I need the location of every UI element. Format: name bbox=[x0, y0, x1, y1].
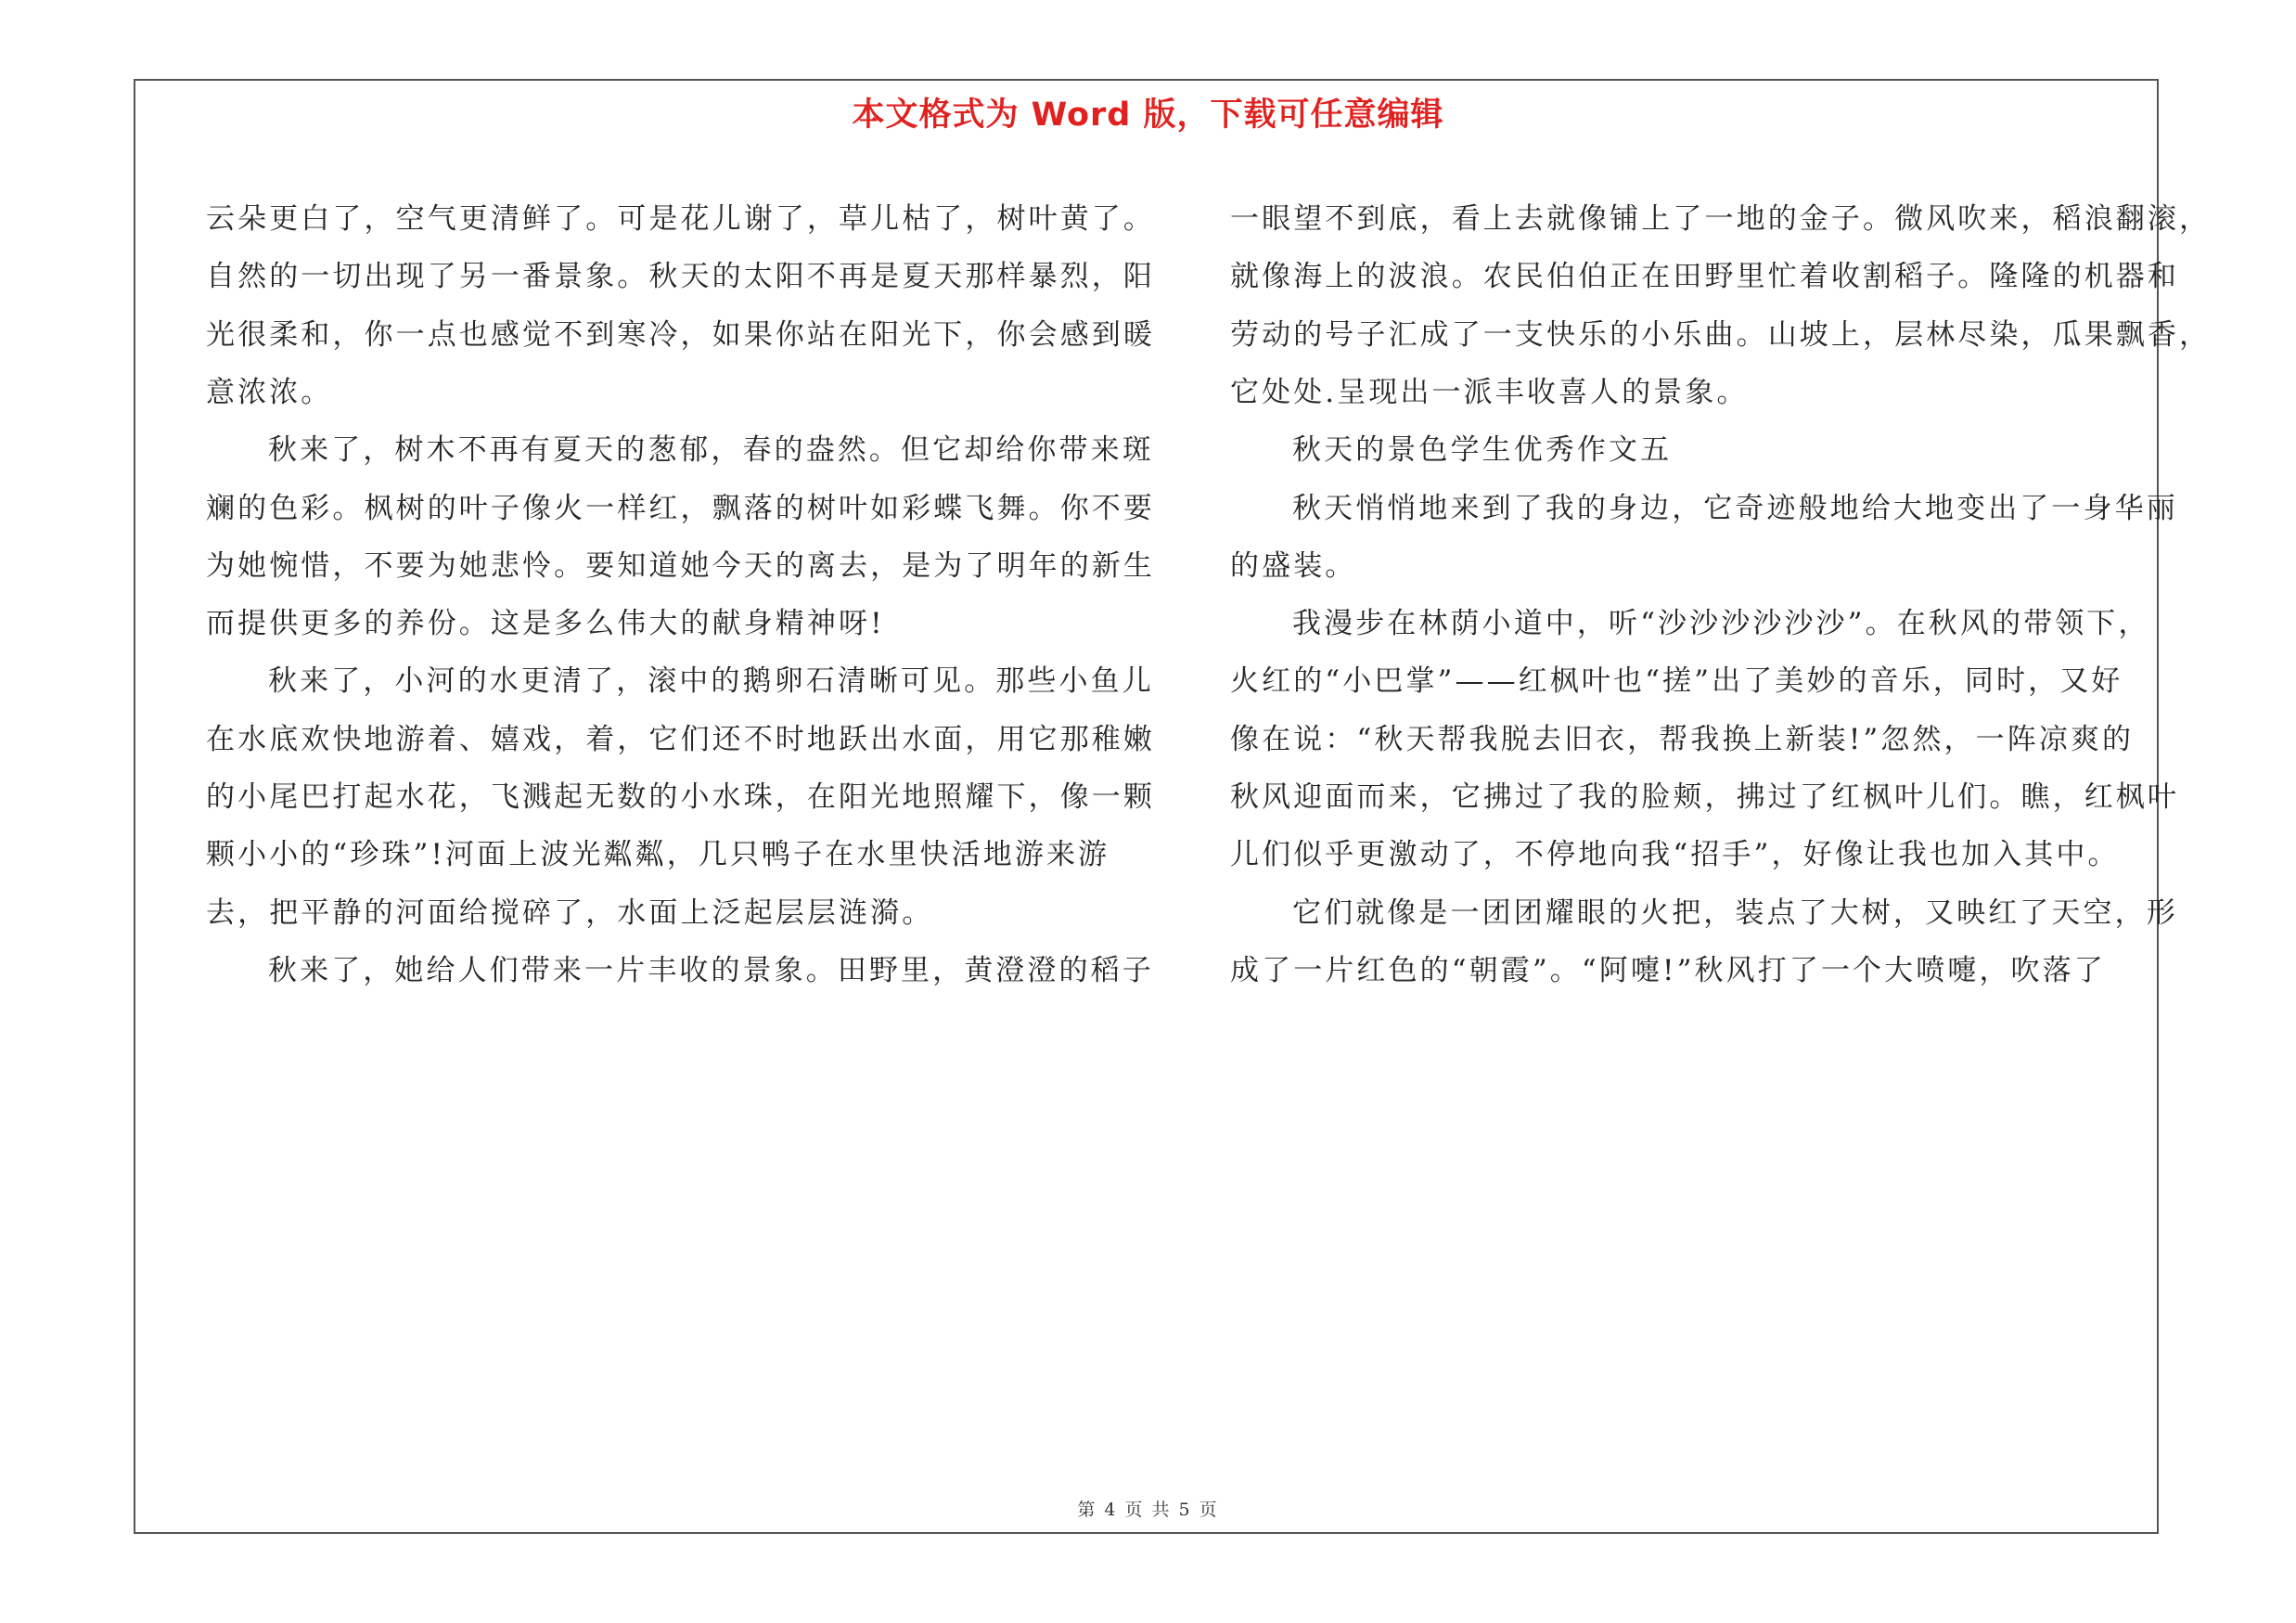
text-line: 秋风迎面而来，它拂过了我的脸颊，拂过了红枫叶儿们。瞧，红枫叶 bbox=[1230, 780, 2179, 814]
text-line: 一眼望不到底，看上去就像铺上了一地的金子。微风吹来，稻浪翻滚， bbox=[1230, 202, 2212, 236]
text-line: 意浓浓。 bbox=[206, 375, 333, 409]
page-footer: 第 4 页 共 5 页 bbox=[1077, 1500, 1219, 1520]
text-line: 的小尾巴打起水花，飞溅起无数的小水珠，在阳光地照耀下，像一颗 bbox=[206, 780, 1155, 814]
text-line: 秋天的景色学生优秀作文五 bbox=[1292, 433, 1673, 468]
text-line: 成了一片红色的“朝霞”。“阿嚏!”秋风打了一个大喷嚏，吹落了 bbox=[1230, 953, 2106, 987]
text-line: 劳动的号子汇成了一支快乐的小乐曲。山坡上，层林尽染，瓜果飘香， bbox=[1230, 317, 2212, 352]
text-line: 儿们似乎更激动了，不停地向我“招手”，好像让我也加入其中。 bbox=[1230, 838, 2120, 872]
text-line: 秋天悄悄地来到了我的身边，它奇迹般地给大地变出了一身华丽 bbox=[1292, 491, 2178, 525]
text-line: 火红的“小巴掌”——红枫叶也“搓”出了美妙的音乐，同时，又好 bbox=[1230, 664, 2123, 699]
text-line: 的盛装。 bbox=[1230, 548, 1357, 583]
text-line: 为她惋惜，不要为她悲怜。要知道她今天的离去，是为了明年的新生 bbox=[206, 548, 1155, 583]
text-line: 秋来了，她给人们带来一片丰收的景象。田野里，黄澄澄的稻子 bbox=[268, 953, 1154, 987]
text-line: 我漫步在林荫小道中，听“沙沙沙沙沙沙”。在秋风的带领下， bbox=[1292, 607, 2150, 641]
text-line: 它们就像是一团团耀眼的火把，装点了大树，又映红了天空，形 bbox=[1292, 895, 2178, 930]
text-line: 颗小小的“珍珠”!河面上波光粼粼，几只鸭子在水里快活地游来游 bbox=[206, 838, 1110, 872]
text-line: 秋来了，树木不再有夏天的葱郁，春的盎然。但它却给你带来斑 bbox=[268, 433, 1154, 468]
text-line: 它处处.呈现出一派丰收喜人的景象。 bbox=[1230, 375, 1749, 409]
text-line: 就像海上的波浪。农民伯伯正在田野里忙着收割稻子。隆隆的机器和 bbox=[1230, 260, 2179, 294]
format-banner: 本文格式为 Word 版，下载可任意编辑 bbox=[852, 97, 1444, 134]
text-line: 在水底欢快地游着、嬉戏，着，它们还不时地跃出水面，用它那稚嫩 bbox=[206, 722, 1155, 756]
text-line: 光很柔和，你一点也感觉不到寒冷，如果你站在阳光下，你会感到暖 bbox=[206, 317, 1155, 352]
text-line: 而提供更多的养份。这是多么伟大的献身精神呀! bbox=[206, 607, 885, 641]
text-line: 像在说：“秋天帮我脱去旧衣，帮我换上新装!”忽然，一阵凉爽的 bbox=[1230, 722, 2135, 756]
text-line: 自然的一切出现了另一番景象。秋天的太阳不再是夏天那样暴烈，阳 bbox=[206, 260, 1155, 294]
text-line: 去，把平静的河面给搅碎了，水面上泛起层层涟漪。 bbox=[206, 895, 934, 930]
text-line: 云朵更白了，空气更清鲜了。可是花儿谢了，草儿枯了，树叶黄了。 bbox=[206, 202, 1155, 236]
text-line: 斓的色彩。枫树的叶子像火一样红，飘落的树叶如彩蝶飞舞。你不要 bbox=[206, 491, 1155, 525]
text-line: 秋来了，小河的水更清了，滚中的鹅卵石清晰可见。那些小鱼儿 bbox=[268, 664, 1154, 699]
